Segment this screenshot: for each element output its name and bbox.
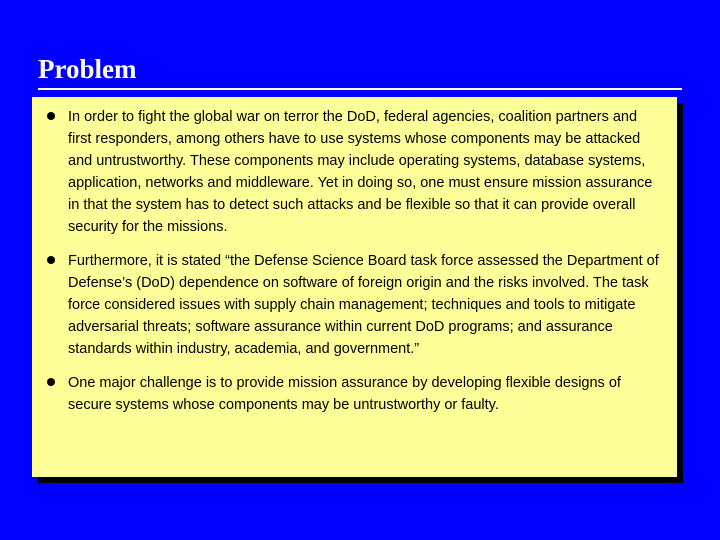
slide-title: Problem — [38, 54, 137, 84]
bullet-item — [32, 250, 677, 360]
bullet-dot-icon — [47, 256, 55, 264]
bullet-text: One major challenge is to provide mission assurance by developing flexible designs of secure systems whose components may be untrustworthy or faulty. — [68, 375, 621, 413]
bullet-text: In order to fight the global war on terror the DoD, federal agencies, coalition partners and first responders, among others have to use systems whose components may be attacked and untrustworthy. These components may include operating systems, database systems, application, networks and middleware. Yet in doing so, one must ensure mission assurance in that the system has to detect such attacks and be flexible so that it can provide overall security for the missions. — [68, 109, 653, 235]
bullet-text: Furthermore, it is stated “the Defense Science Board task force assessed the Department of Defense’s (DoD) dependence on software of foreign origin and the risks involved. The task force considered issues with supply chain management; techniques and tools to mitigate adversarial threats; software assurance within current DoD programs; and assurance standards within industry, academia, and government.” — [68, 253, 659, 357]
content-box — [32, 97, 677, 477]
bullet-list — [32, 106, 677, 428]
bullet-dot-icon — [47, 112, 55, 120]
bullet-item — [32, 372, 677, 416]
bullet-dot-icon — [47, 378, 55, 386]
bullet-item — [32, 106, 677, 238]
title-underline — [38, 88, 682, 90]
